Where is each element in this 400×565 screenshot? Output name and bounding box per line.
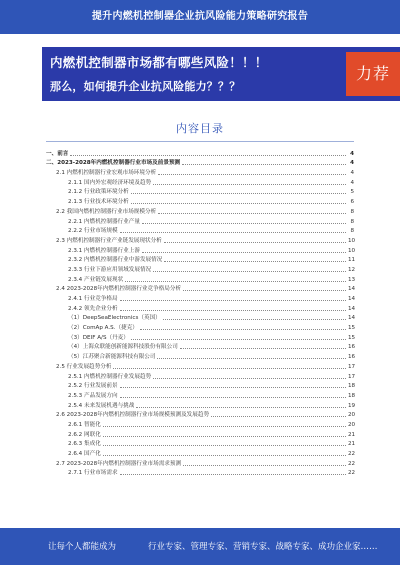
toc-entry[interactable]	[46, 303, 354, 313]
toc-entry-page: 10	[348, 247, 356, 254]
toc-entry-label: （4）上海众联能创新能源科技股份有限公司	[68, 344, 178, 351]
toc-leader-dots	[70, 154, 346, 156]
toc-entry-page: 15	[348, 334, 356, 341]
report-title: 提升内燃机控制器企业抗风险能力策略研究报告	[91, 11, 309, 22]
toc-entry-page: 14	[348, 296, 356, 302]
toc-entry-label: 2.6.3 集成化	[68, 441, 101, 448]
toc-leader-dots	[103, 435, 346, 437]
toc-leader-dots	[120, 386, 346, 388]
toc-entry-label: 2.4.1 行业竞争格局	[68, 296, 118, 302]
toc-entry-label: 2.7 2023-2028年内燃机控制器行业市场需求预测	[56, 460, 182, 467]
toc-entry[interactable]	[46, 226, 354, 236]
toc-leader-dots	[183, 464, 346, 466]
toc-entry[interactable]	[46, 468, 354, 478]
toc-entry-label: 2.5.2 行业发展前景	[68, 383, 118, 390]
toc-entry-label: 2.6.2 网联化	[68, 431, 101, 438]
toc-leader-dots	[120, 299, 346, 301]
toc-leader-dots	[103, 425, 346, 427]
toc-entry-page: 14	[348, 305, 356, 312]
toc-title: 内容目录	[176, 122, 224, 135]
toc-entry[interactable]	[46, 342, 354, 352]
toc-entry-label: 2.3.3 行业下游应用领域发展情况	[68, 266, 152, 273]
toc-leader-dots	[120, 396, 346, 398]
toc-entry-label: 2.2.2 行业市场规模	[68, 228, 118, 235]
toc-entry[interactable]	[46, 196, 354, 206]
toc-entry[interactable]	[46, 177, 354, 187]
toc-entry-label: 2.1.1 国内外宏观经济环境及趋势	[68, 179, 152, 186]
toc-entry-page: 18	[348, 392, 356, 399]
toc-entry-page: 8	[350, 208, 354, 215]
toc-leader-dots	[136, 406, 346, 408]
toc-entry-label: 2.2.1 内燃机控制器行业产量	[68, 218, 140, 225]
toc-leader-dots	[157, 357, 346, 359]
toc-entry[interactable]	[46, 264, 354, 274]
footer-slogan-left: 让每个人都能成为	[48, 542, 117, 552]
footer-bar	[0, 528, 400, 565]
toc-leader-dots	[163, 318, 346, 320]
recommend-stamp: 力荐	[346, 52, 400, 96]
toc-leader-dots	[142, 251, 346, 253]
toc-entry-page: 22	[348, 451, 356, 457]
toc-entry[interactable]	[46, 206, 354, 216]
toc-leader-dots	[125, 280, 346, 282]
toc-entry-page: 5	[350, 189, 354, 196]
toc-entry-label: 2.6 2023-2028年内燃机控制器行业市场规模预测及发展趋势	[56, 412, 210, 419]
toc-leader-dots	[131, 192, 346, 194]
toc-entry-page: 14	[348, 286, 356, 293]
toc-leader-dots	[158, 212, 346, 214]
toc-entry-label: 2.6.1 智能化	[68, 421, 101, 428]
toc-entry-page: 17	[348, 363, 356, 370]
banner-subheadline: 那么，如何提升企业抗风险能力？？？	[50, 80, 241, 93]
toc-entry-page: 4	[350, 150, 354, 157]
toc-entry-label: 2.3.1 内燃机控制器行业上游	[68, 247, 140, 254]
toc-entry-label: 2.3.4 产业链发展现状	[68, 276, 124, 283]
toc-entry-label: （1）DeepSeaElectronics（英国）	[68, 315, 161, 322]
toc-leader-dots	[153, 270, 346, 272]
toc-leader-dots	[120, 309, 346, 311]
toc-entry-label: 2.7.1 行业市场需求	[68, 470, 118, 477]
toc-entry-page: 10	[348, 237, 356, 244]
toc-entry-page: 22	[348, 460, 356, 467]
toc-entry[interactable]	[46, 274, 354, 284]
toc-entry-label: 2.1.2 行业政策环境分析	[68, 189, 129, 196]
toc-entry[interactable]	[46, 410, 354, 420]
toc-entry[interactable]	[46, 216, 354, 226]
toc-entry[interactable]	[46, 400, 354, 410]
toc-entry-page: 20	[348, 421, 356, 428]
toc-entry[interactable]	[46, 167, 354, 177]
toc-leader-dots	[164, 260, 346, 262]
toc-entry[interactable]	[46, 458, 354, 468]
toc-entry[interactable]	[46, 322, 354, 332]
toc-entry[interactable]	[46, 235, 354, 245]
toc-entry-page: 21	[348, 431, 356, 438]
toc-entry-page: 11	[348, 257, 356, 264]
toc-entry-page: 13	[348, 276, 356, 283]
toc-entry-page: 12	[348, 266, 356, 273]
toc-entry-page: 15	[348, 325, 356, 332]
toc-entry[interactable]	[46, 245, 354, 255]
toc-entry-page: 14	[348, 315, 356, 322]
toc-entry-label: 2.5.4 未来发展机遇与挑战	[68, 402, 135, 409]
toc-leader-dots	[120, 231, 346, 233]
toc-entry[interactable]	[46, 361, 354, 371]
toc-leader-dots	[164, 241, 346, 243]
toc-entry[interactable]	[46, 284, 354, 294]
toc-leader-dots	[103, 444, 346, 446]
toc-leader-dots	[131, 202, 346, 204]
toc-entry-page: 4	[350, 160, 354, 167]
toc-entry-label: 2.5 行业发展趋势分析	[56, 363, 112, 370]
toc-leader-dots	[153, 377, 346, 379]
toc-entry-page: 18	[348, 383, 356, 390]
toc-entry[interactable]	[46, 148, 354, 158]
toc-entry[interactable]	[46, 390, 354, 400]
toc-leader-dots	[180, 347, 346, 349]
toc-entry-page: 8	[350, 218, 354, 225]
toc-entry-page: 17	[348, 373, 356, 380]
toc-entry-page: 20	[348, 412, 356, 419]
toc-leader-dots	[140, 328, 346, 330]
toc-entry-page: 21	[348, 441, 356, 448]
toc-entry[interactable]	[46, 158, 354, 168]
toc-entry-label: 2.5.3 产品发展方向	[68, 392, 118, 399]
toc-entry-label: 2.2 我国内燃机控制器行业市场规模分析	[56, 208, 157, 215]
toc-entry[interactable]	[46, 332, 354, 342]
toc-entry[interactable]	[46, 371, 354, 381]
toc-entry-label: 2.3 内燃机控制器行业产业链发展现状分析	[56, 237, 162, 244]
toc-leader-dots	[142, 222, 346, 224]
toc-leader-dots	[158, 173, 346, 175]
toc-entry[interactable]	[46, 419, 354, 429]
toc-leader-dots	[120, 473, 346, 475]
toc-entry-label: 2.1.3 行业技术环境分析	[68, 199, 129, 206]
toc-leader-dots	[131, 338, 346, 340]
toc-entry-label: （5）江苏聚合新能源科技有限公司	[68, 354, 156, 361]
toc-entry-page: 4	[350, 170, 354, 177]
toc-entry[interactable]	[46, 313, 354, 323]
toc-entry-label: 2.5.1 内燃机控制器行业发展趋势	[68, 373, 152, 380]
toc-entry-label: 2.4.2 领先企业分析	[68, 305, 118, 312]
toc-entry-page: 8	[350, 228, 354, 235]
toc-divider	[46, 141, 354, 142]
toc-leader-dots	[153, 183, 346, 185]
toc-entry[interactable]	[46, 439, 354, 449]
toc-leader-dots	[103, 454, 346, 456]
toc-entry-page: 6	[350, 199, 354, 206]
table-of-contents	[46, 148, 354, 477]
toc-entry-label: （2）ComAp A.S.（捷克）	[68, 325, 138, 332]
toc-leader-dots	[211, 415, 346, 417]
toc-leader-dots	[113, 367, 346, 369]
report-header-bar	[0, 0, 400, 34]
footer-slogan-right: 行业专家、管理专家、营销专家、战略专家、成功企业家……	[148, 542, 378, 552]
toc-entry[interactable]	[46, 187, 354, 197]
toc-entry[interactable]	[46, 381, 354, 391]
toc-leader-dots	[182, 163, 346, 165]
toc-entry[interactable]	[46, 293, 354, 303]
toc-leader-dots	[183, 289, 346, 291]
toc-entry-label: 2.6.4 国产化	[68, 451, 101, 457]
toc-entry[interactable]	[46, 429, 354, 439]
toc-entry[interactable]	[46, 351, 354, 361]
toc-entry-label: 二、2023-2028年内燃机控制器行业市场及前景预测	[46, 160, 181, 167]
toc-entry[interactable]	[46, 448, 354, 458]
toc-entry-label: 一、前言	[46, 150, 69, 157]
toc-entry-label: 2.3.2 内燃机控制器行业中游发展情况	[68, 257, 163, 264]
toc-entry-label: 2.4 2023-2028年内燃机控制器行业竞争格局分析	[56, 286, 182, 293]
toc-entry-page: 16	[348, 354, 356, 361]
toc-entry-page: 19	[348, 402, 356, 409]
toc-entry[interactable]	[46, 255, 354, 265]
toc-entry-page: 4	[350, 179, 354, 186]
toc-entry-page: 16	[348, 344, 356, 351]
toc-entry-page: 22	[348, 470, 356, 477]
toc-entry-label: （3）DEIF A/S（丹麦）	[68, 334, 129, 341]
banner-headline: 内燃机控制器市场都有哪些风险！！！	[50, 55, 268, 70]
toc-entry-label: 2.1 内燃机控制器行业宏观市场环境分析	[56, 170, 157, 177]
